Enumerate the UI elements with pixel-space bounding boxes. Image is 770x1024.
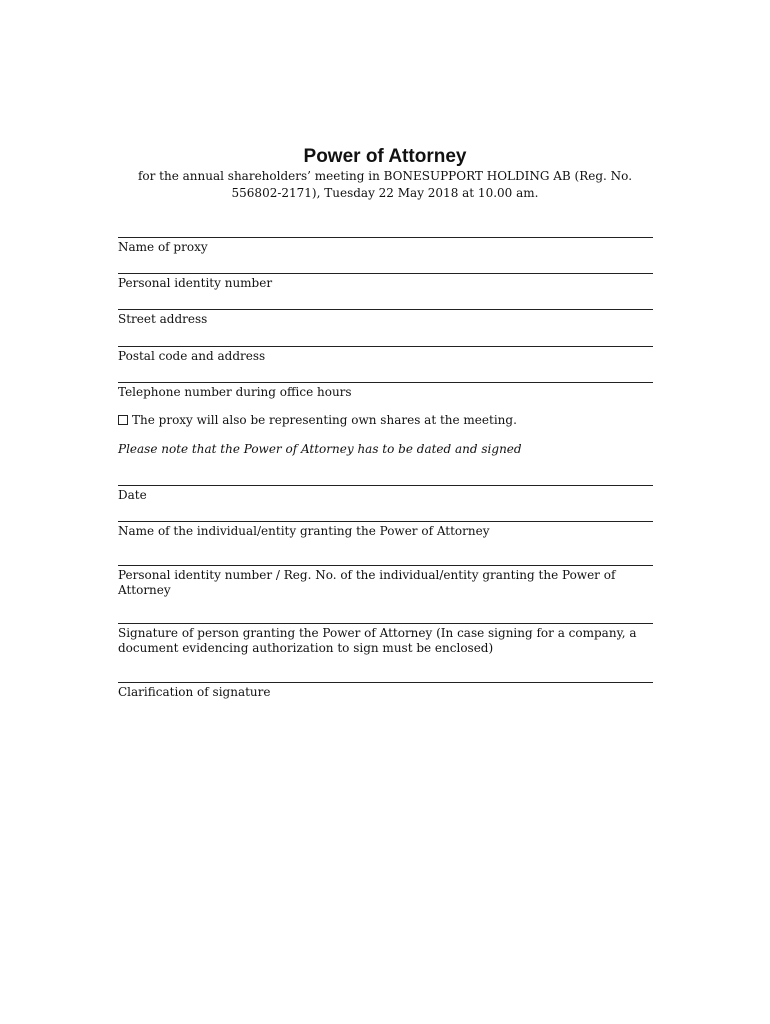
signature-line — [118, 485, 653, 486]
signature-line — [118, 682, 653, 683]
signature-clarification-field[interactable] — [118, 682, 653, 700]
proxy-street-address-field[interactable] — [118, 309, 653, 327]
field-label: Signature of person granting the Power of Attorney (In case signing for a company, a document evidencing authorization to sign must be enclosed) — [118, 626, 637, 655]
field-label: Street address — [118, 312, 208, 326]
signature-line — [118, 346, 653, 347]
proxy-name-field[interactable] — [118, 237, 653, 255]
field-label: Name of the individual/entity granting the Power of Attorney — [118, 524, 490, 538]
grantor-id-field[interactable] — [118, 565, 653, 598]
proxy-personal-id-field[interactable] — [118, 273, 653, 291]
field-label: Date — [118, 488, 147, 502]
field-label: Personal identity number / Reg. No. of the individual/entity granting the Power of Attorney — [118, 568, 616, 597]
proxy-telephone-field[interactable] — [118, 382, 653, 400]
proxy-postal-code-field[interactable] — [118, 346, 653, 364]
signature-line — [118, 565, 653, 566]
document-subtitle: for the annual shareholders’ meeting in BONESUPPORT HOLDING AB (Reg. No. 556802-2171), Tuesday 22 May 2018 at 10.00 am. — [137, 169, 633, 200]
own-shares-checkbox-row[interactable] — [118, 412, 517, 428]
dated-signed-note: Please note that the Power of Attorney has to be dated and signed — [118, 442, 522, 456]
signature-line — [118, 382, 653, 383]
checkbox-label: The proxy will also be representing own shares at the meeting. — [132, 413, 517, 427]
field-label: Name of proxy — [118, 240, 208, 254]
signature-line — [118, 237, 653, 238]
document-title: Power of Attorney — [303, 146, 467, 167]
signature-line — [118, 521, 653, 522]
field-label: Clarification of signature — [118, 685, 271, 699]
field-label: Postal code and address — [118, 349, 266, 363]
signature-line — [118, 309, 653, 310]
signature-line — [118, 623, 653, 624]
field-label: Telephone number during office hours — [118, 385, 352, 399]
date-field[interactable] — [118, 485, 653, 503]
grantor-signature-field[interactable] — [118, 623, 653, 656]
own-shares-checkbox[interactable] — [118, 415, 128, 425]
grantor-name-field[interactable] — [118, 521, 653, 539]
field-label: Personal identity number — [118, 276, 273, 290]
signature-line — [118, 273, 653, 274]
